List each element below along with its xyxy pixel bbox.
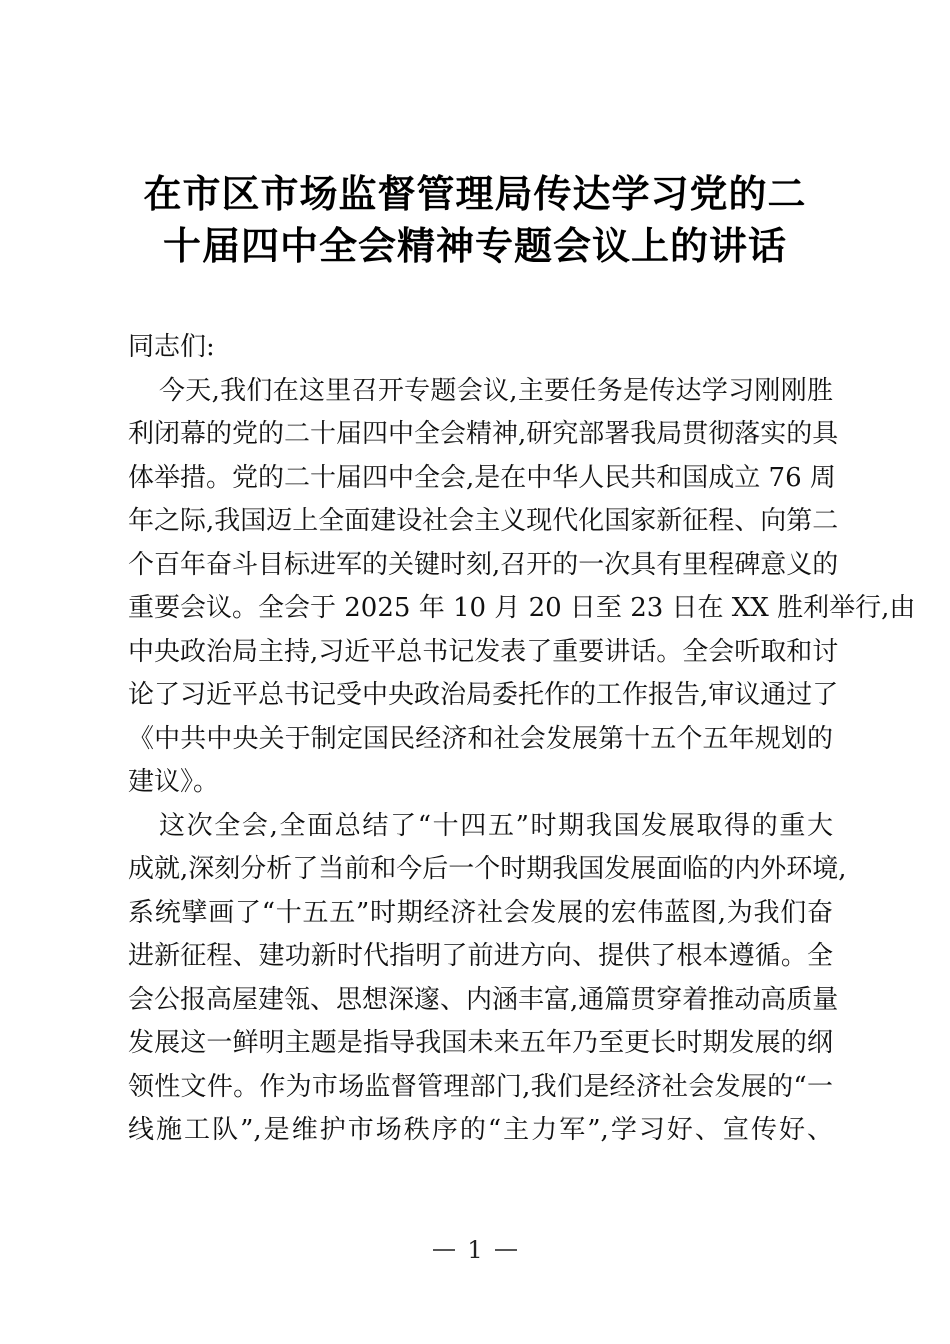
salutation: 同志们: <box>128 332 215 362</box>
document-body <box>128 326 916 1153</box>
paragraph-1-line: 建议》。 <box>128 767 220 797</box>
paragraph-2-line: 线施工队”,是维护市场秩序的“主力军”,学习好、宣传好、 <box>128 1115 833 1145</box>
page-number: 1 <box>467 1236 483 1264</box>
paragraph-1-line: 重要会议。全会于 2025 年 10 月 20 日至 23 日在 XX 胜利举行,由 <box>128 593 916 623</box>
page-number-dash-left <box>433 1249 455 1251</box>
paragraph-2-line: 成就,深刻分析了当前和今后一个时期我国发展面临的内外环境, <box>128 854 847 884</box>
paragraph-2-line: 这次全会,全面总结了“十四五”时期我国发展取得的重大 <box>159 810 833 841</box>
title-line-1: 在市区市场监督管理局传达学习党的二 <box>143 172 807 216</box>
paragraph-1-line: 体举措。党的二十届四中全会,是在中华人民共和国成立 76 周 <box>128 462 836 493</box>
page-number-dash-right <box>495 1249 517 1251</box>
paragraph-1-line: 年之际,我国迈上全面建设社会主义现代化国家新征程、向第二 <box>128 506 839 536</box>
title-line-2: 十届四中全会精神专题会议上的讲话 <box>162 224 787 268</box>
paragraph-1-line: 今天,我们在这里召开专题会议,主要任务是传达学习刚刚胜 <box>159 375 833 406</box>
paragraph-1-line: 论了习近平总书记受中央政治局委托作的工作报告,审议通过了 <box>128 680 839 710</box>
paragraph-1 <box>128 370 916 805</box>
paragraph-2 <box>128 805 847 1153</box>
paragraph-1-line: 中央政治局主持,习近平总书记发表了重要讲话。全会听取和讨 <box>128 636 839 667</box>
paragraph-2-line: 领性文件。作为市场监督管理部门,我们是经济社会发展的“一 <box>128 1071 833 1102</box>
paragraph-1-line: 利闭幕的党的二十届四中全会精神,研究部署我局贯彻落实的具 <box>128 419 839 449</box>
paragraph-2-line: 发展这一鲜明主题是指导我国未来五年乃至更长时期发展的纲 <box>128 1028 833 1058</box>
paragraph-2-line: 系统擘画了“十五五”时期经济社会发展的宏伟蓝图,为我们奋 <box>128 897 833 928</box>
paragraph-2-line: 进新征程、建功新时代指明了前进方向、提供了根本遵循。全 <box>128 941 833 971</box>
paragraph-1-line: 个百年奋斗目标进军的关键时刻,召开的一次具有里程碑意义的 <box>128 549 839 580</box>
paragraph-2-line: 会公报高屋建瓴、思想深邃、内涵丰富,通篇贯穿着推动高质量 <box>128 984 839 1015</box>
paragraph-1-line: 《中共中央关于制定国民经济和社会发展第十五个五年规划的 <box>128 723 833 754</box>
document-title <box>110 168 840 272</box>
page-footer <box>0 1236 950 1264</box>
